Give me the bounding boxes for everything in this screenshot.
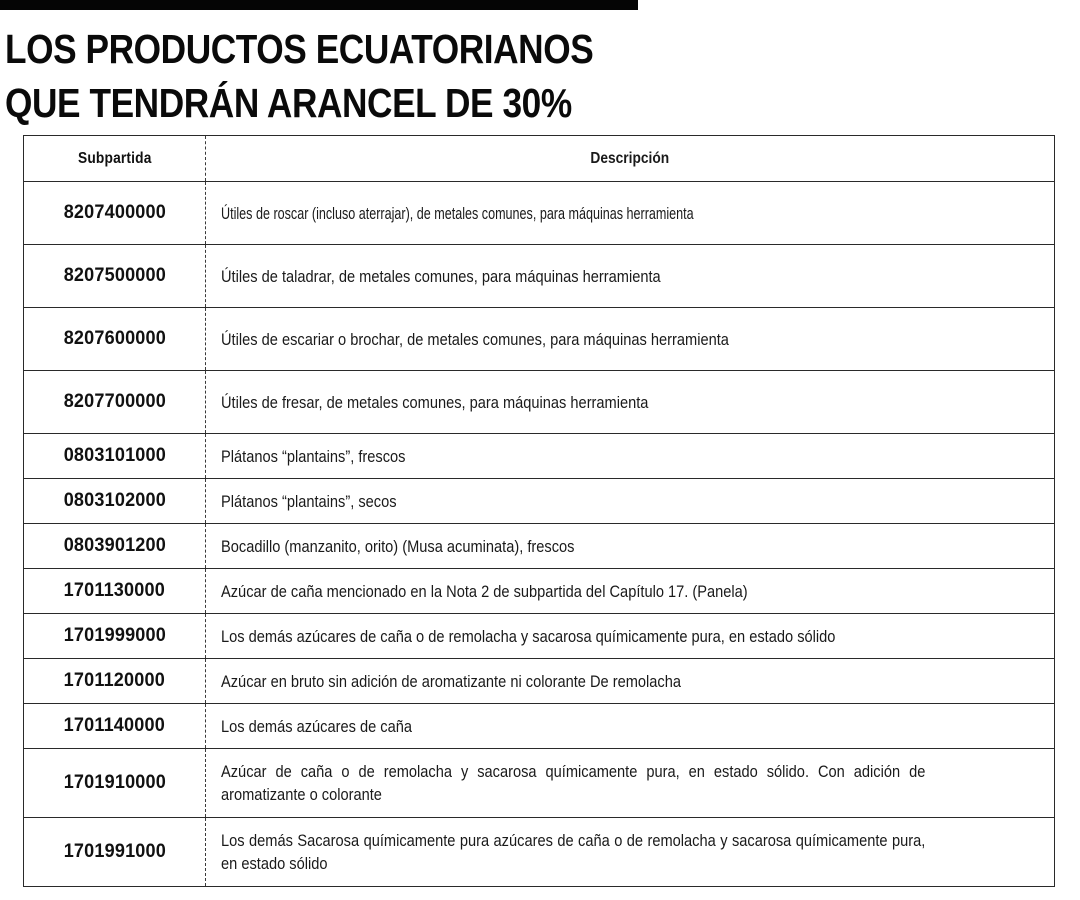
table-row — [24, 181, 1054, 244]
row-description-text: Útiles de escariar o brochar, de metales comunes, para máquinas herramienta — [221, 329, 729, 349]
row-description — [206, 749, 1054, 817]
row-code — [24, 524, 206, 568]
header-descripcion-label: Descripción — [590, 150, 670, 167]
row-code — [24, 182, 206, 244]
row-code-text: 1701140000 — [63, 715, 166, 736]
table-row — [24, 748, 1054, 817]
row-code — [24, 569, 206, 613]
row-description — [206, 245, 1054, 307]
row-description — [206, 614, 1054, 658]
row-code-text: 1701999000 — [63, 625, 166, 646]
page-title — [5, 22, 593, 130]
row-description-text: Útiles de fresar, de metales comunes, para máquinas herramienta — [221, 392, 649, 412]
row-code-text: 1701120000 — [63, 670, 166, 691]
table-row — [24, 370, 1054, 433]
row-code — [24, 434, 206, 478]
table-row — [24, 433, 1054, 478]
row-code-text: 8207700000 — [63, 391, 166, 412]
row-description — [206, 182, 1054, 244]
row-code-text: 1701910000 — [63, 772, 166, 793]
row-description — [206, 818, 1054, 886]
row-description — [206, 308, 1054, 370]
row-code — [24, 479, 206, 523]
row-code — [24, 659, 206, 703]
row-description — [206, 524, 1054, 568]
row-code-text: 1701991000 — [63, 841, 166, 862]
table-row — [24, 478, 1054, 523]
header-subpartida — [24, 136, 206, 181]
row-description-text: Plátanos “plantains”, frescos — [221, 446, 406, 466]
title-line-1: LOS PRODUCTOS ECUATORIANOS — [5, 26, 594, 72]
row-description-text: Útiles de roscar (incluso aterrajar), de metales comunes, para máquinas herramienta — [221, 203, 694, 223]
row-description — [206, 371, 1054, 433]
row-code-text: 8207500000 — [63, 265, 166, 286]
row-description — [206, 659, 1054, 703]
row-code — [24, 245, 206, 307]
header-descripcion — [206, 136, 1054, 181]
title-line-2: QUE TENDRÁN ARANCEL DE 30% — [5, 80, 572, 126]
header-subpartida-label: Subpartida — [77, 149, 152, 167]
row-description — [206, 479, 1054, 523]
table-row — [24, 244, 1054, 307]
row-description-text: Los demás azúcares de caña o de remolacha y sacarosa químicamente pura, en estado sólido — [221, 626, 836, 646]
row-code-text: 8207400000 — [63, 202, 166, 223]
table-row — [24, 307, 1054, 370]
row-description-text: Azúcar en bruto sin adición de aromatizante ni colorante De remolacha — [221, 671, 681, 691]
row-code — [24, 818, 206, 886]
table-row — [24, 703, 1054, 748]
row-code — [24, 614, 206, 658]
row-code-text: 8207600000 — [63, 328, 166, 349]
table-row — [24, 523, 1054, 568]
row-code-text: 0803901200 — [63, 535, 166, 556]
row-code-text: 1701130000 — [63, 580, 166, 601]
row-description — [206, 569, 1054, 613]
row-code — [24, 308, 206, 370]
row-description-text: Útiles de taladrar, de metales comunes, para máquinas herramienta — [221, 266, 661, 286]
row-code-text: 0803102000 — [63, 490, 166, 511]
row-description-text: Plátanos “plantains”, secos — [221, 491, 397, 511]
row-code — [24, 371, 206, 433]
row-description-text: Los demás azúcares de caña — [221, 716, 413, 736]
table-row — [24, 568, 1054, 613]
row-code-text: 0803101000 — [63, 445, 166, 466]
row-code — [24, 704, 206, 748]
table-row — [24, 613, 1054, 658]
top-rule — [0, 0, 638, 10]
row-description-text: Bocadillo (manzanito, orito) (Musa acuminata), frescos — [221, 536, 575, 556]
row-description-text: Azúcar de caña o de remolacha y sacarosa químicamente pura, en estado sólido. Con adición de aromatizante o colorante — [221, 762, 926, 804]
table-row — [24, 658, 1054, 703]
row-description-text: Los demás Sacarosa químicamente pura azúcares de caña o de remolacha y sacarosa químicamente pura, en estado sólido — [221, 831, 926, 873]
row-code — [24, 749, 206, 817]
row-description — [206, 434, 1054, 478]
row-description-text: Azúcar de caña mencionado en la Nota 2 de subpartida del Capítulo 17. (Panela) — [221, 581, 748, 601]
row-description — [206, 704, 1054, 748]
table-row — [24, 817, 1054, 886]
table-header-row — [24, 136, 1054, 181]
tariff-table — [23, 135, 1055, 887]
